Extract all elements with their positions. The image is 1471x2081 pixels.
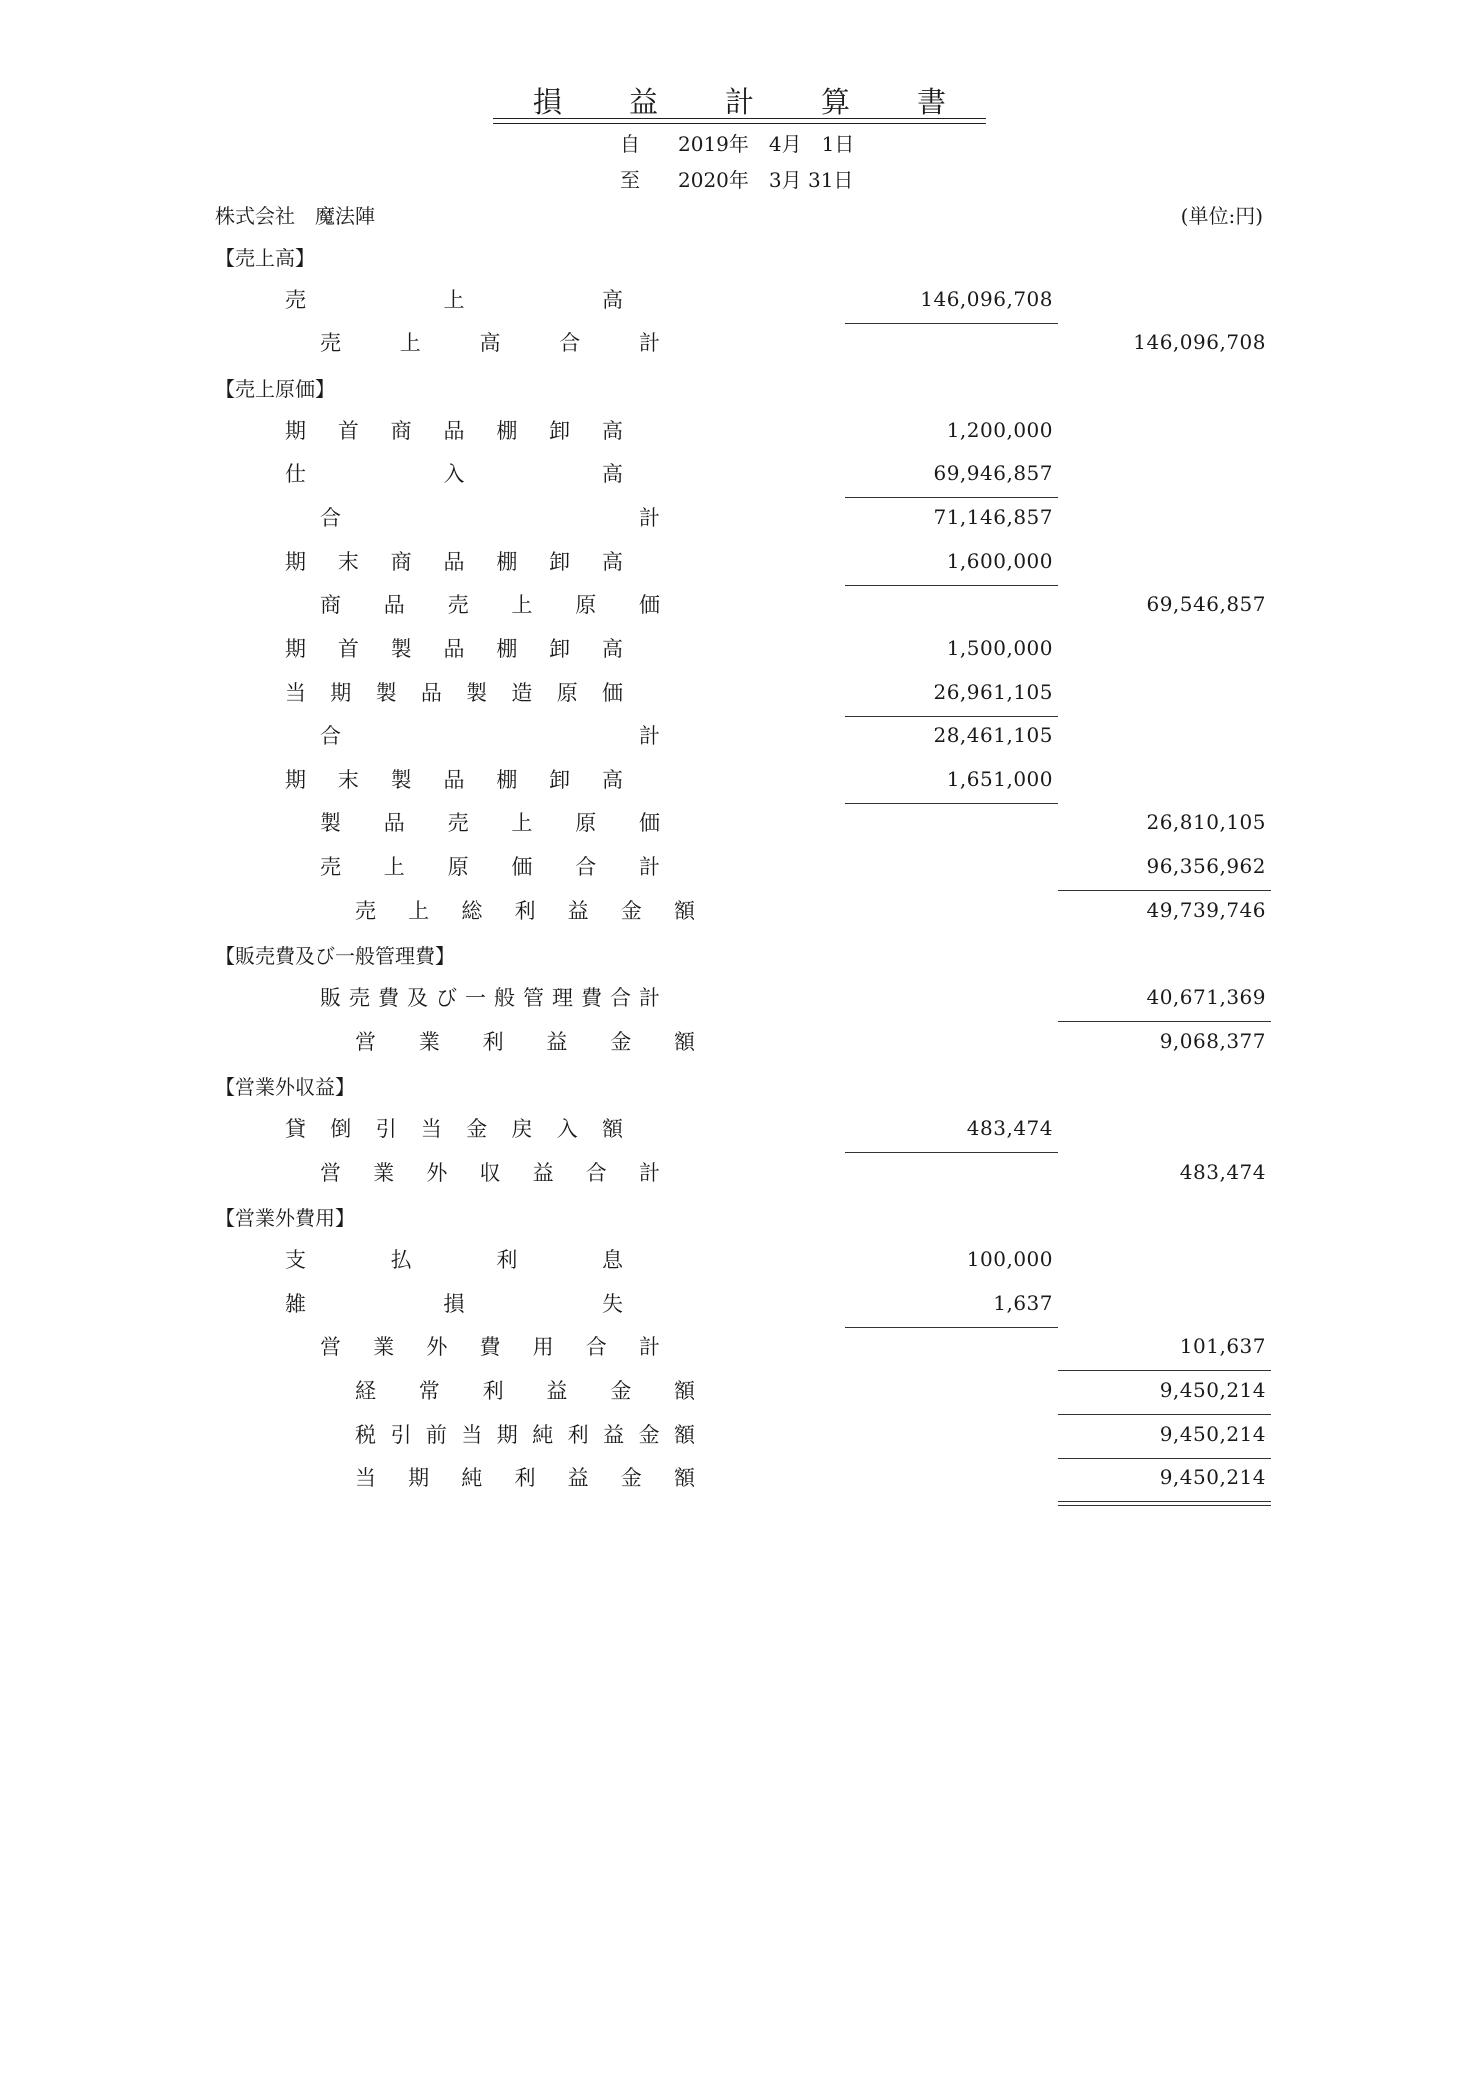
- label-char: 常: [418, 1378, 440, 1403]
- label-char: 外: [426, 1160, 448, 1185]
- line-item-label: [320, 327, 660, 357]
- label-char: 費: [378, 986, 399, 1011]
- label-char: 上: [399, 331, 421, 356]
- label-char: 当: [420, 1117, 442, 1141]
- period-from: [620, 128, 854, 157]
- label-char: 支: [285, 1247, 306, 1272]
- line-item-row: [0, 673, 1471, 717]
- label-char: 原: [575, 593, 597, 618]
- section-heading-row: [0, 236, 1471, 280]
- label-char: 棚: [496, 418, 518, 443]
- label-char: 商: [320, 593, 341, 618]
- total-amount: 9,450,214: [1159, 1377, 1266, 1402]
- label-char: 売: [447, 811, 469, 836]
- total-amount: 9,450,214: [1159, 1465, 1266, 1490]
- label-char: 期: [408, 1466, 430, 1491]
- total-amount: 483,474: [1179, 1159, 1266, 1184]
- section-heading: 【営業外収益】: [215, 1075, 355, 1100]
- detail-amount: 100,000: [966, 1246, 1053, 1271]
- period-from-date: 2019年 4月 1日: [678, 132, 855, 156]
- line-item-row: [0, 1458, 1471, 1502]
- title-underline: [493, 123, 986, 124]
- label-char: 額: [673, 1029, 695, 1054]
- label-char: 棚: [496, 549, 518, 574]
- label-char: 業: [373, 1335, 395, 1360]
- label-char: 合: [320, 724, 341, 749]
- label-char: 上: [383, 855, 405, 880]
- line-item-label: [285, 415, 623, 445]
- line-item-label: [285, 546, 623, 576]
- label-char: 金: [620, 898, 642, 923]
- section-heading-row: [0, 1065, 1471, 1109]
- section-heading-row: [0, 934, 1471, 978]
- label-char: 引: [375, 1117, 397, 1141]
- detail-amount: 1,651,000: [946, 766, 1053, 791]
- label-char: 仕: [285, 462, 306, 487]
- label-char: 品: [443, 418, 465, 443]
- line-item-row: [0, 454, 1471, 498]
- line-item-row: [0, 323, 1471, 367]
- label-char: 経: [355, 1378, 376, 1403]
- line-item-label: [355, 1419, 695, 1449]
- label-char: 商: [390, 418, 412, 443]
- label-char: 失: [602, 1291, 623, 1316]
- label-char: 製: [375, 680, 397, 705]
- label-char: 雑: [285, 1291, 306, 1316]
- label-char: 総: [461, 898, 483, 923]
- label-char: 利: [514, 1466, 536, 1491]
- label-char: 純: [532, 1422, 554, 1447]
- label-char: 額: [673, 1422, 695, 1447]
- line-item-row: [0, 1415, 1471, 1459]
- line-item-label: [355, 1462, 695, 1492]
- label-char: 製: [390, 636, 412, 661]
- section-heading: 【販売費及び一般管理費】: [215, 944, 455, 969]
- label-char: 純: [461, 1466, 483, 1491]
- period-to-date: 2020年 3月 31日: [678, 168, 854, 192]
- label-char: 及: [407, 986, 428, 1011]
- label-char: 計: [639, 505, 660, 530]
- line-item-label: [320, 589, 660, 619]
- label-char: 計: [638, 1335, 660, 1360]
- label-char: 前: [425, 1422, 447, 1447]
- detail-amount: 28,461,105: [933, 723, 1053, 748]
- section-heading-row: [0, 1196, 1471, 1240]
- label-char: 製: [320, 811, 341, 836]
- label-char: 一: [465, 986, 486, 1011]
- line-item-label: [355, 895, 695, 925]
- title-char: 算: [820, 85, 850, 119]
- label-char: 品: [443, 549, 465, 574]
- label-char: 高: [601, 549, 623, 574]
- label-char: 上: [408, 898, 430, 923]
- label-char: 高: [601, 418, 623, 443]
- label-char: 原: [556, 680, 578, 705]
- total-amount: 9,450,214: [1159, 1421, 1266, 1446]
- line-item-row: [0, 1022, 1471, 1066]
- label-char: 当: [461, 1422, 483, 1447]
- line-item-row: [0, 847, 1471, 891]
- label-char: 合: [610, 986, 631, 1011]
- label-char: 計: [638, 855, 660, 880]
- label-char: 首: [337, 636, 359, 661]
- label-char: 棚: [496, 636, 518, 661]
- line-item-label: [285, 1244, 623, 1274]
- label-char: 売: [447, 593, 469, 618]
- label-char: 売: [320, 855, 341, 880]
- label-char: 製: [390, 767, 412, 792]
- total-amount: 49,739,746: [1146, 897, 1266, 922]
- label-char: 金: [638, 1422, 660, 1447]
- label-char: 額: [601, 1117, 623, 1141]
- total-amount: 40,671,369: [1146, 985, 1266, 1010]
- period-to: [620, 164, 853, 193]
- label-char: 費: [479, 1335, 501, 1360]
- label-char: 般: [494, 986, 515, 1011]
- document-title: [493, 80, 986, 121]
- label-char: 当: [355, 1466, 376, 1491]
- label-char: 息: [601, 1247, 623, 1272]
- label-char: 造: [511, 680, 533, 705]
- total-amount: 26,810,105: [1146, 810, 1266, 835]
- label-char: 入: [443, 462, 465, 487]
- label-char: 金: [466, 1117, 488, 1141]
- label-char: 金: [620, 1466, 642, 1491]
- line-item-label: [320, 851, 660, 881]
- label-char: 引: [390, 1422, 412, 1447]
- line-item-row: [0, 1153, 1471, 1197]
- label-char: 高: [601, 636, 623, 661]
- label-char: 販: [320, 986, 341, 1011]
- label-char: 期: [285, 636, 306, 661]
- line-item-row: [0, 411, 1471, 455]
- label-char: 売: [349, 986, 370, 1011]
- label-char: 棚: [496, 767, 518, 792]
- line-item-row: [0, 542, 1471, 586]
- label-char: 金: [610, 1378, 632, 1403]
- line-item-row: [0, 629, 1471, 673]
- label-char: 計: [639, 331, 660, 356]
- label-char: 卸: [549, 549, 571, 574]
- label-char: 高: [602, 462, 623, 487]
- title-char: 計: [724, 85, 754, 119]
- detail-amount: 69,946,857: [933, 461, 1053, 486]
- label-char: び: [436, 986, 457, 1011]
- label-char: 原: [575, 811, 597, 836]
- total-amount: 9,068,377: [1159, 1028, 1266, 1053]
- total-amount: 69,546,857: [1146, 592, 1266, 617]
- label-char: 卸: [549, 418, 571, 443]
- label-char: 戻: [511, 1117, 533, 1141]
- label-char: 営: [320, 1160, 341, 1185]
- period-to-label: 至: [620, 168, 640, 192]
- total-amount: 146,096,708: [1133, 330, 1266, 355]
- title-underline: [493, 118, 986, 119]
- detail-amount: 1,637: [993, 1290, 1053, 1315]
- line-item-label: [285, 764, 623, 794]
- label-char: 外: [426, 1335, 448, 1360]
- label-char: 額: [673, 1378, 695, 1403]
- period-from-label: 自: [620, 132, 640, 156]
- label-char: 管: [523, 986, 544, 1011]
- label-char: 益: [546, 1378, 568, 1403]
- label-char: 首: [337, 418, 359, 443]
- detail-amount: 483,474: [966, 1116, 1053, 1140]
- label-char: 価: [638, 811, 660, 836]
- detail-amount: 71,146,857: [933, 504, 1053, 529]
- title-char: 書: [916, 85, 946, 119]
- label-char: 計: [639, 986, 660, 1011]
- label-char: 期: [285, 549, 306, 574]
- label-char: 業: [418, 1029, 440, 1054]
- label-char: 合: [320, 505, 341, 530]
- label-char: 貸: [285, 1117, 306, 1141]
- line-item-row: [0, 760, 1471, 804]
- label-char: 高: [601, 767, 623, 792]
- label-char: 卸: [549, 767, 571, 792]
- total-amount: 96,356,962: [1146, 854, 1266, 879]
- label-char: 入: [556, 1117, 578, 1141]
- label-char: 価: [638, 593, 660, 618]
- label-char: 利: [567, 1422, 589, 1447]
- currency-unit: (単位:円): [1180, 204, 1263, 228]
- detail-amount: 1,500,000: [946, 635, 1053, 660]
- line-item-row: [0, 716, 1471, 760]
- section-heading: 【営業外費用】: [215, 1206, 355, 1231]
- line-item-label: [320, 982, 660, 1012]
- label-char: 製: [466, 680, 488, 705]
- line-item-label: [355, 1026, 695, 1056]
- label-char: 業: [373, 1160, 395, 1185]
- line-item-label: [320, 502, 660, 532]
- label-char: 払: [390, 1247, 412, 1272]
- label-char: 期: [285, 418, 306, 443]
- label-char: 益: [567, 1466, 589, 1491]
- section-heading: 【売上高】: [215, 246, 315, 270]
- label-char: 末: [337, 767, 359, 792]
- label-char: 高: [602, 287, 623, 312]
- line-item-label: [285, 284, 623, 314]
- label-char: 合: [585, 1335, 607, 1360]
- line-item-label: [320, 1157, 660, 1187]
- line-item-row: [0, 1240, 1471, 1284]
- line-item-row: [0, 585, 1471, 629]
- label-char: 上: [511, 593, 533, 618]
- label-char: 卸: [549, 636, 571, 661]
- line-item-row: [0, 498, 1471, 542]
- label-char: 品: [443, 767, 465, 792]
- title-char: 益: [628, 85, 658, 119]
- label-char: 品: [443, 636, 465, 661]
- label-char: 期: [330, 680, 352, 705]
- label-char: 金: [610, 1029, 632, 1054]
- label-char: 営: [355, 1029, 376, 1054]
- label-char: 費: [581, 986, 602, 1011]
- section-heading-row: [0, 367, 1471, 411]
- line-item-label: [355, 1375, 695, 1405]
- total-amount: 101,637: [1179, 1334, 1266, 1359]
- label-char: 益: [603, 1422, 625, 1447]
- label-char: 損: [443, 1291, 465, 1316]
- line-item-label: [320, 1331, 660, 1361]
- line-item-row: [0, 1109, 1471, 1153]
- label-char: 営: [320, 1335, 341, 1360]
- label-char: 額: [673, 1466, 695, 1491]
- title-char: 損: [533, 85, 563, 119]
- label-char: 品: [383, 593, 405, 618]
- detail-amount: 146,096,708: [920, 286, 1053, 311]
- label-char: 理: [552, 986, 573, 1011]
- line-item-label: [320, 807, 660, 837]
- line-item-row: [0, 1371, 1471, 1415]
- label-char: 合: [585, 1160, 607, 1185]
- label-char: 期: [285, 767, 306, 792]
- line-item-row: [0, 803, 1471, 847]
- line-item-label: [320, 720, 660, 750]
- label-char: 品: [420, 680, 442, 705]
- label-char: 利: [482, 1378, 504, 1403]
- label-char: 合: [575, 855, 597, 880]
- label-char: 計: [638, 1160, 660, 1185]
- label-char: 売: [320, 331, 341, 356]
- label-char: 価: [601, 680, 623, 705]
- label-char: 売: [355, 898, 376, 923]
- line-item-row: [0, 978, 1471, 1022]
- detail-amount: 1,600,000: [946, 548, 1053, 573]
- label-char: 益: [546, 1029, 568, 1054]
- line-item-row: [0, 1327, 1471, 1371]
- line-item-label: [285, 1113, 623, 1143]
- label-char: 額: [673, 898, 695, 923]
- label-char: 上: [511, 811, 533, 836]
- line-item-row: [0, 1284, 1471, 1328]
- label-char: 税: [355, 1422, 376, 1447]
- label-char: 当: [285, 680, 306, 705]
- line-item-label: [285, 677, 623, 707]
- label-char: 原: [447, 855, 469, 880]
- label-char: 末: [337, 549, 359, 574]
- label-char: 合: [559, 331, 581, 356]
- company-name: 株式会社 魔法陣: [215, 204, 375, 228]
- label-char: 上: [443, 287, 465, 312]
- label-char: 計: [639, 724, 660, 749]
- label-char: 利: [496, 1247, 518, 1272]
- line-item-label: [285, 458, 623, 488]
- label-char: 高: [479, 331, 501, 356]
- label-char: 商: [390, 549, 412, 574]
- line-item-row: [0, 280, 1471, 324]
- label-char: 倒: [330, 1117, 352, 1141]
- section-heading: 【売上原価】: [215, 376, 335, 401]
- label-char: 利: [482, 1029, 504, 1054]
- line-item-row: [0, 891, 1471, 935]
- label-char: 価: [511, 855, 533, 880]
- label-char: 利: [514, 898, 536, 923]
- label-char: 益: [567, 898, 589, 923]
- detail-amount: 1,200,000: [946, 417, 1053, 442]
- line-item-label: [285, 1288, 623, 1318]
- label-char: 期: [496, 1422, 518, 1447]
- label-char: 売: [285, 287, 306, 312]
- double-underline: [1058, 1501, 1271, 1506]
- label-char: 収: [479, 1160, 501, 1185]
- line-item-label: [285, 633, 623, 663]
- label-char: 品: [383, 811, 405, 836]
- label-char: 用: [532, 1335, 554, 1360]
- label-char: 益: [532, 1160, 554, 1185]
- detail-amount: 26,961,105: [933, 679, 1053, 704]
